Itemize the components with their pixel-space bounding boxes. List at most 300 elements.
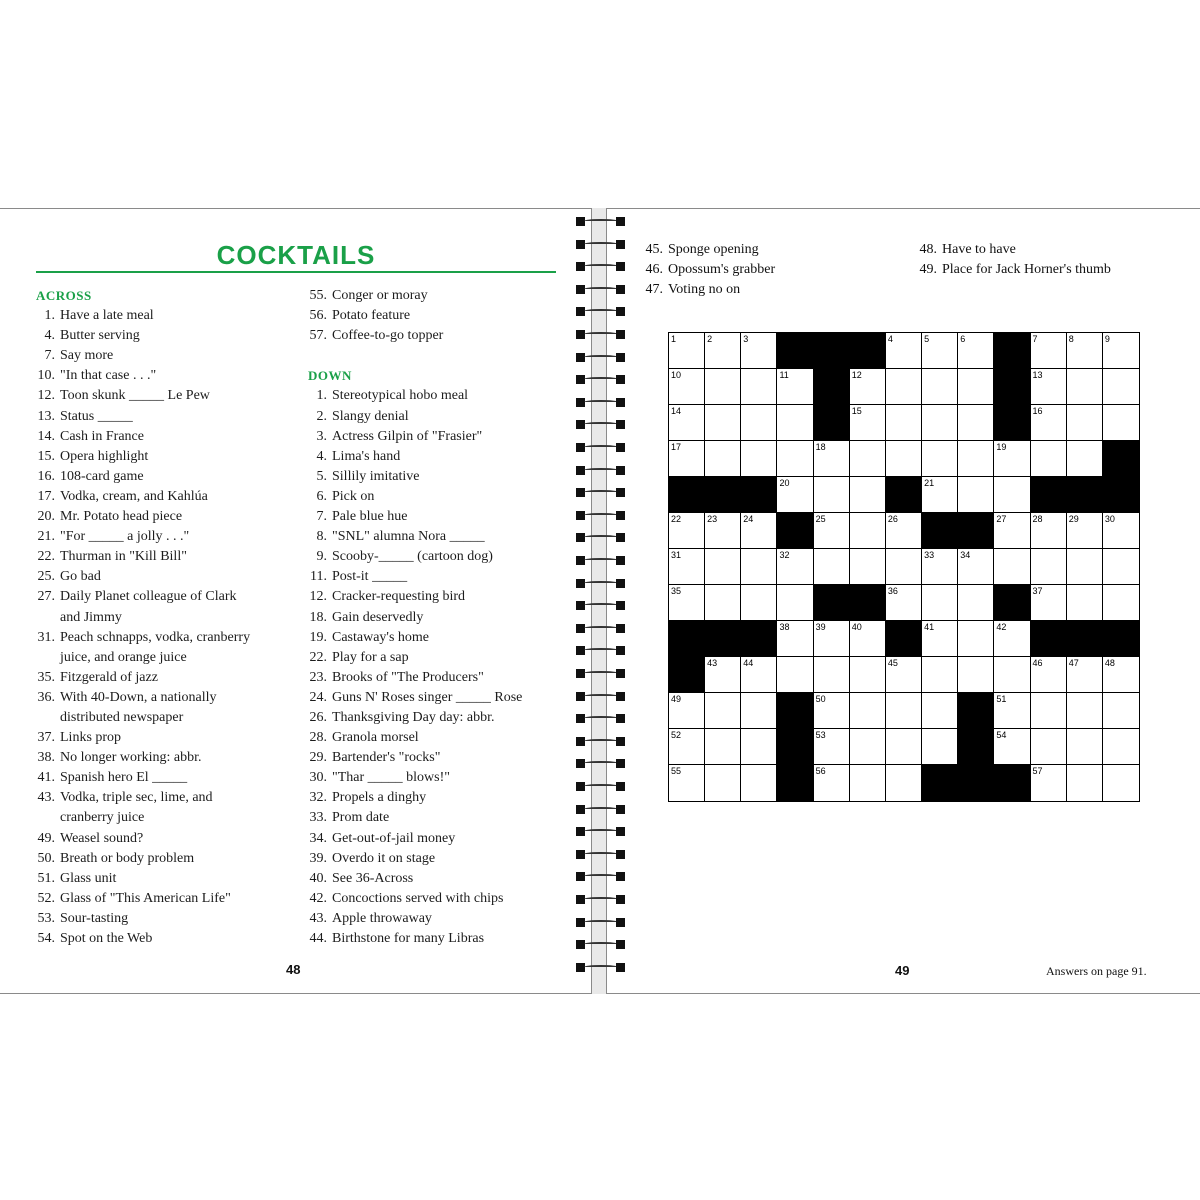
clue-text: Prom date bbox=[332, 810, 390, 826]
grid-cell[interactable] bbox=[1067, 333, 1103, 369]
grid-cell[interactable] bbox=[1067, 369, 1103, 405]
clue-number: 33. bbox=[309, 810, 327, 826]
grid-cell[interactable] bbox=[1031, 657, 1067, 693]
grid-cell[interactable] bbox=[705, 729, 741, 765]
grid-cell[interactable] bbox=[705, 657, 741, 693]
grid-cell[interactable] bbox=[669, 765, 705, 801]
grid-cell[interactable] bbox=[741, 585, 777, 621]
title-divider bbox=[36, 271, 556, 273]
clue-item bbox=[36, 768, 286, 788]
grid-cell[interactable] bbox=[1067, 585, 1103, 621]
grid-cell[interactable] bbox=[741, 405, 777, 441]
clue-number: 52. bbox=[37, 890, 55, 906]
grid-cell[interactable] bbox=[705, 369, 741, 405]
binding-ring bbox=[570, 826, 630, 838]
clue-item bbox=[308, 547, 558, 567]
grid-cell[interactable] bbox=[922, 333, 958, 369]
clue-number: 5. bbox=[316, 468, 327, 484]
wire-loop bbox=[584, 761, 618, 765]
grid-cell[interactable] bbox=[850, 513, 886, 549]
grid-cell[interactable] bbox=[1031, 693, 1067, 729]
punch-hole bbox=[616, 533, 625, 542]
grid-cell[interactable] bbox=[741, 729, 777, 765]
clue-number: 7. bbox=[44, 348, 55, 364]
clue-item bbox=[308, 467, 558, 487]
grid-cell[interactable] bbox=[1031, 405, 1067, 441]
clue-number: 55. bbox=[309, 288, 327, 303]
clue-text: Opossum's grabber bbox=[668, 262, 776, 277]
clue-text: Status _____ bbox=[60, 408, 133, 424]
cell-number: 24 bbox=[743, 514, 754, 524]
grid-cell[interactable] bbox=[777, 405, 813, 441]
grid-cell[interactable] bbox=[1067, 765, 1103, 801]
clue-text: Birthstone for many Libras bbox=[332, 931, 485, 946]
cell-number: 28 bbox=[1032, 514, 1043, 524]
grid-cell[interactable] bbox=[669, 369, 705, 405]
grid-cell[interactable] bbox=[669, 549, 705, 585]
grid-cell[interactable] bbox=[814, 621, 850, 657]
punch-hole bbox=[576, 488, 585, 497]
clue-item bbox=[308, 748, 558, 768]
grid-cell[interactable] bbox=[1103, 729, 1139, 765]
grid-cell[interactable] bbox=[669, 441, 705, 477]
grid-cell[interactable] bbox=[886, 693, 922, 729]
clue-item bbox=[36, 748, 286, 768]
grid-cell[interactable] bbox=[669, 693, 705, 729]
binding-ring bbox=[570, 216, 630, 228]
cell-number: 16 bbox=[1032, 406, 1043, 416]
clue-item bbox=[36, 326, 286, 346]
grid-cell[interactable] bbox=[705, 549, 741, 585]
clue-number: 26. bbox=[309, 709, 327, 725]
clue-number: 13. bbox=[37, 408, 55, 424]
grid-cell[interactable] bbox=[705, 333, 741, 369]
grid-cell[interactable] bbox=[1067, 693, 1103, 729]
punch-hole bbox=[616, 737, 625, 746]
grid-cell[interactable] bbox=[1103, 333, 1139, 369]
clue-text: Get-out-of-jail money bbox=[332, 830, 456, 846]
wire-loop bbox=[584, 309, 618, 313]
grid-cell[interactable] bbox=[850, 369, 886, 405]
grid-cell[interactable] bbox=[886, 765, 922, 801]
clue-number: 7. bbox=[316, 509, 327, 525]
grid-cell[interactable] bbox=[1031, 513, 1067, 549]
clue-number: 47. bbox=[645, 282, 663, 297]
grid-block bbox=[1067, 621, 1103, 657]
grid-cell[interactable] bbox=[777, 441, 813, 477]
clue-text: Fitzgerald of jazz bbox=[60, 669, 158, 685]
clue-text: Place for Jack Horner's thumb bbox=[942, 262, 1111, 277]
clue-text: Slangy denial bbox=[332, 408, 409, 424]
grid-cell[interactable] bbox=[1031, 729, 1067, 765]
grid-cell[interactable] bbox=[669, 513, 705, 549]
grid-cell[interactable] bbox=[814, 693, 850, 729]
grid-cell[interactable] bbox=[958, 549, 994, 585]
punch-hole bbox=[616, 556, 625, 565]
grid-cell[interactable] bbox=[741, 657, 777, 693]
grid-cell[interactable] bbox=[886, 441, 922, 477]
grid-cell[interactable] bbox=[922, 369, 958, 405]
clue-text: "In that case . . ." bbox=[60, 368, 157, 384]
grid-cell[interactable] bbox=[922, 621, 958, 657]
wire-loop bbox=[584, 219, 618, 223]
clue-text-continued: and Jimmy bbox=[60, 609, 122, 625]
grid-cell[interactable] bbox=[994, 513, 1030, 549]
grid-cell[interactable] bbox=[994, 657, 1030, 693]
cell-number: 4 bbox=[887, 334, 893, 344]
grid-cell[interactable] bbox=[741, 765, 777, 801]
grid-cell[interactable] bbox=[1067, 549, 1103, 585]
clue-number: 44. bbox=[309, 931, 327, 946]
grid-cell[interactable] bbox=[922, 585, 958, 621]
clue-text: Brooks of "The Producers" bbox=[332, 669, 484, 685]
clue-number: 23. bbox=[309, 669, 327, 685]
punch-hole bbox=[616, 963, 625, 972]
clue-text: "For _____ a jolly . . ." bbox=[60, 529, 190, 545]
grid-cell[interactable] bbox=[741, 693, 777, 729]
grid-cell[interactable] bbox=[741, 441, 777, 477]
grid-cell[interactable] bbox=[850, 729, 886, 765]
grid-cell[interactable] bbox=[994, 693, 1030, 729]
clue-text: Lima's hand bbox=[332, 448, 401, 464]
grid-cell[interactable] bbox=[814, 477, 850, 513]
clue-number: 31. bbox=[37, 629, 55, 645]
grid-cell[interactable] bbox=[1103, 405, 1139, 441]
grid-cell[interactable] bbox=[1103, 369, 1139, 405]
grid-cell[interactable] bbox=[1031, 441, 1067, 477]
binding-ring bbox=[570, 713, 630, 725]
clue-item bbox=[918, 240, 1111, 260]
wire-loop bbox=[584, 965, 618, 969]
grid-block bbox=[705, 477, 741, 513]
cell-number: 53 bbox=[815, 730, 826, 740]
grid-cell[interactable] bbox=[922, 693, 958, 729]
grid-block bbox=[922, 513, 958, 549]
cell-number: 32 bbox=[779, 550, 790, 560]
grid-cell[interactable] bbox=[850, 549, 886, 585]
cell-number: 18 bbox=[815, 442, 826, 452]
grid-cell[interactable] bbox=[886, 549, 922, 585]
grid-cell[interactable] bbox=[741, 513, 777, 549]
clue-item bbox=[308, 869, 558, 889]
clue-number: 17. bbox=[37, 488, 55, 504]
wire-loop bbox=[584, 626, 618, 630]
wire-loop bbox=[584, 942, 618, 946]
grid-cell[interactable] bbox=[705, 693, 741, 729]
clue-number: 6. bbox=[316, 488, 327, 504]
grid-cell[interactable] bbox=[922, 441, 958, 477]
grid-cell[interactable] bbox=[814, 657, 850, 693]
clue-text: Thurman in "Kill Bill" bbox=[60, 549, 187, 565]
clue-number: 43. bbox=[37, 790, 55, 806]
grid-cell[interactable] bbox=[922, 405, 958, 441]
clue-number: 14. bbox=[37, 428, 55, 444]
clue-number: 21. bbox=[37, 529, 55, 545]
cell-number: 36 bbox=[887, 586, 898, 596]
grid-cell[interactable] bbox=[922, 729, 958, 765]
binding-ring bbox=[570, 555, 630, 567]
grid-cell[interactable] bbox=[669, 585, 705, 621]
punch-hole bbox=[576, 533, 585, 542]
grid-block bbox=[814, 369, 850, 405]
grid-cell[interactable] bbox=[814, 765, 850, 801]
clue-item bbox=[308, 306, 558, 326]
grid-cell[interactable] bbox=[994, 621, 1030, 657]
grid-cell[interactable] bbox=[741, 333, 777, 369]
grid-cell[interactable] bbox=[958, 585, 994, 621]
grid-cell[interactable] bbox=[814, 441, 850, 477]
grid-cell[interactable] bbox=[958, 657, 994, 693]
clue-text: Breath or body problem bbox=[60, 850, 195, 866]
binding-ring bbox=[570, 284, 630, 296]
grid-cell[interactable] bbox=[850, 405, 886, 441]
grid-block bbox=[777, 765, 813, 801]
grid-cell[interactable] bbox=[1103, 693, 1139, 729]
grid-block bbox=[705, 621, 741, 657]
grid-cell[interactable] bbox=[886, 333, 922, 369]
grid-cell[interactable] bbox=[886, 729, 922, 765]
clue-number: 28. bbox=[309, 730, 327, 746]
clue-number: 18. bbox=[309, 609, 327, 625]
clue-number: 49. bbox=[919, 262, 937, 277]
clue-number: 27. bbox=[37, 589, 55, 605]
grid-cell[interactable] bbox=[741, 549, 777, 585]
clue-text-continued: juice, and orange juice bbox=[60, 649, 187, 665]
grid-block bbox=[994, 585, 1030, 621]
grid-cell[interactable] bbox=[777, 369, 813, 405]
grid-cell[interactable] bbox=[1031, 369, 1067, 405]
clue-number: 9. bbox=[316, 549, 327, 565]
clue-number: 8. bbox=[316, 529, 327, 545]
clue-text: Concoctions served with chips bbox=[332, 890, 504, 906]
wire-loop bbox=[584, 332, 618, 336]
grid-block bbox=[958, 513, 994, 549]
clue-text: Conger or moray bbox=[332, 288, 428, 303]
grid-cell[interactable] bbox=[705, 765, 741, 801]
grid-cell[interactable] bbox=[886, 405, 922, 441]
punch-hole bbox=[616, 443, 625, 452]
clue-item bbox=[308, 909, 558, 929]
cell-number: 1 bbox=[671, 334, 677, 344]
grid-cell[interactable] bbox=[850, 693, 886, 729]
cell-number: 23 bbox=[707, 514, 718, 524]
grid-cell[interactable] bbox=[1067, 657, 1103, 693]
grid-block bbox=[994, 405, 1030, 441]
grid-cell[interactable] bbox=[814, 513, 850, 549]
grid-cell[interactable] bbox=[1103, 765, 1139, 801]
grid-cell[interactable] bbox=[994, 729, 1030, 765]
clue-item bbox=[308, 849, 558, 869]
punch-hole bbox=[616, 624, 625, 633]
clue-text: Sillily imitative bbox=[332, 468, 420, 484]
clue-text: Potato feature bbox=[332, 308, 411, 324]
cell-number: 31 bbox=[671, 550, 682, 560]
grid-cell[interactable] bbox=[850, 765, 886, 801]
clue-item bbox=[308, 829, 558, 849]
clue-text: Have a late meal bbox=[60, 308, 154, 324]
grid-cell[interactable] bbox=[777, 585, 813, 621]
wire-loop bbox=[584, 829, 618, 833]
clue-item bbox=[36, 447, 286, 467]
grid-cell[interactable] bbox=[1031, 765, 1067, 801]
grid-cell[interactable] bbox=[777, 621, 813, 657]
crossword-grid[interactable] bbox=[668, 332, 1140, 802]
cell-number: 52 bbox=[671, 730, 682, 740]
clue-text: Scooby-_____ (cartoon dog) bbox=[332, 549, 493, 565]
binding-ring bbox=[570, 374, 630, 386]
cell-number: 12 bbox=[851, 370, 862, 380]
grid-cell[interactable] bbox=[850, 441, 886, 477]
clue-number: 24. bbox=[309, 689, 327, 705]
wire-loop bbox=[584, 852, 618, 856]
grid-cell[interactable] bbox=[777, 657, 813, 693]
grid-cell[interactable] bbox=[886, 657, 922, 693]
clue-number: 45. bbox=[645, 242, 663, 257]
grid-cell[interactable] bbox=[705, 513, 741, 549]
clue-item bbox=[308, 788, 558, 808]
punch-hole bbox=[576, 940, 585, 949]
cell-number: 49 bbox=[671, 694, 682, 704]
cell-number: 48 bbox=[1104, 658, 1115, 668]
wire-loop bbox=[584, 535, 618, 539]
grid-block bbox=[850, 585, 886, 621]
grid-cell[interactable] bbox=[814, 549, 850, 585]
grid-cell[interactable] bbox=[1031, 585, 1067, 621]
grid-cell[interactable] bbox=[1103, 513, 1139, 549]
grid-cell[interactable] bbox=[1031, 549, 1067, 585]
grid-cell[interactable] bbox=[958, 369, 994, 405]
binding-ring bbox=[570, 645, 630, 657]
clue-number: 16. bbox=[37, 468, 55, 484]
clue-text-continued: distributed newspaper bbox=[60, 709, 184, 725]
cell-number: 14 bbox=[671, 406, 682, 416]
grid-cell[interactable] bbox=[777, 549, 813, 585]
clue-text: Coffee-to-go topper bbox=[332, 328, 444, 344]
grid-cell[interactable] bbox=[1067, 729, 1103, 765]
grid-cell[interactable] bbox=[994, 441, 1030, 477]
grid-block bbox=[669, 657, 705, 693]
clue-text: Castaway's home bbox=[332, 629, 430, 645]
grid-cell[interactable] bbox=[886, 585, 922, 621]
punch-hole bbox=[616, 850, 625, 859]
grid-cell[interactable] bbox=[777, 477, 813, 513]
grid-block bbox=[1031, 621, 1067, 657]
clue-item bbox=[308, 386, 558, 406]
grid-cell[interactable] bbox=[958, 621, 994, 657]
clue-number: 22. bbox=[309, 649, 327, 665]
clue-number: 56. bbox=[309, 308, 327, 324]
clue-text: Stereotypical hobo meal bbox=[332, 388, 469, 404]
grid-cell[interactable] bbox=[669, 333, 705, 369]
clue-item bbox=[308, 768, 558, 788]
binding-ring bbox=[570, 894, 630, 906]
cell-number: 17 bbox=[671, 442, 682, 452]
clue-number: 36. bbox=[37, 689, 55, 705]
clue-item bbox=[308, 648, 558, 668]
binding-ring bbox=[570, 532, 630, 544]
clue-item bbox=[644, 240, 775, 260]
grid-cell[interactable] bbox=[705, 405, 741, 441]
clue-item bbox=[918, 260, 1111, 280]
grid-cell[interactable] bbox=[922, 549, 958, 585]
cell-number: 5 bbox=[924, 334, 930, 344]
grid-cell[interactable] bbox=[1103, 549, 1139, 585]
clue-text: Bartender's "rocks" bbox=[332, 750, 441, 766]
clue-text: 108-card game bbox=[60, 468, 144, 484]
clue-number: 12. bbox=[309, 589, 327, 605]
binding-ring bbox=[570, 261, 630, 273]
punch-hole bbox=[616, 375, 625, 384]
grid-cell[interactable] bbox=[850, 657, 886, 693]
grid-cell[interactable] bbox=[922, 657, 958, 693]
grid-cell[interactable] bbox=[1067, 513, 1103, 549]
grid-cell[interactable] bbox=[705, 585, 741, 621]
grid-cell[interactable] bbox=[958, 477, 994, 513]
clue-text: Play for a sap bbox=[332, 649, 409, 665]
grid-cell[interactable] bbox=[669, 729, 705, 765]
grid-cell[interactable] bbox=[1031, 333, 1067, 369]
punch-hole bbox=[616, 398, 625, 407]
wire-loop bbox=[584, 558, 618, 562]
grid-cell[interactable] bbox=[958, 405, 994, 441]
grid-cell[interactable] bbox=[705, 441, 741, 477]
grid-cell[interactable] bbox=[958, 441, 994, 477]
grid-cell[interactable] bbox=[1103, 657, 1139, 693]
cell-number: 41 bbox=[924, 622, 935, 632]
clue-number: 42. bbox=[309, 890, 327, 906]
wire-loop bbox=[584, 287, 618, 291]
clue-text: Sponge opening bbox=[668, 242, 759, 257]
grid-cell[interactable] bbox=[814, 729, 850, 765]
grid-cell[interactable] bbox=[1103, 585, 1139, 621]
grid-block bbox=[1103, 621, 1139, 657]
cell-number: 46 bbox=[1032, 658, 1043, 668]
grid-cell[interactable] bbox=[994, 549, 1030, 585]
grid-cell[interactable] bbox=[1067, 405, 1103, 441]
punch-hole bbox=[616, 759, 625, 768]
punch-hole bbox=[616, 488, 625, 497]
clue-item bbox=[36, 527, 286, 547]
grid-cell[interactable] bbox=[922, 477, 958, 513]
cell-number: 38 bbox=[779, 622, 790, 632]
punch-hole bbox=[616, 217, 625, 226]
wire-loop bbox=[584, 694, 618, 698]
cell-number: 44 bbox=[743, 658, 754, 668]
punch-hole bbox=[616, 646, 625, 655]
grid-block bbox=[814, 333, 850, 369]
clue-item bbox=[308, 427, 558, 447]
answers-note: Answers on page 91. bbox=[1046, 964, 1147, 978]
grid-cell[interactable] bbox=[958, 333, 994, 369]
grid-cell[interactable] bbox=[886, 513, 922, 549]
grid-cell[interactable] bbox=[1067, 441, 1103, 477]
clue-item bbox=[644, 280, 775, 300]
grid-block bbox=[922, 765, 958, 801]
grid-cell[interactable] bbox=[850, 477, 886, 513]
clue-item bbox=[36, 849, 286, 869]
clue-item bbox=[308, 929, 558, 949]
punch-hole bbox=[616, 240, 625, 249]
grid-cell[interactable] bbox=[886, 369, 922, 405]
grid-cell[interactable] bbox=[850, 621, 886, 657]
clue-item bbox=[308, 286, 558, 306]
clue-number: 41. bbox=[37, 770, 55, 786]
clue-item bbox=[36, 929, 286, 949]
grid-cell[interactable] bbox=[994, 477, 1030, 513]
grid-cell[interactable] bbox=[741, 369, 777, 405]
grid-cell[interactable] bbox=[669, 405, 705, 441]
clue-text: Peach schnapps, vodka, cranberry bbox=[60, 629, 251, 645]
